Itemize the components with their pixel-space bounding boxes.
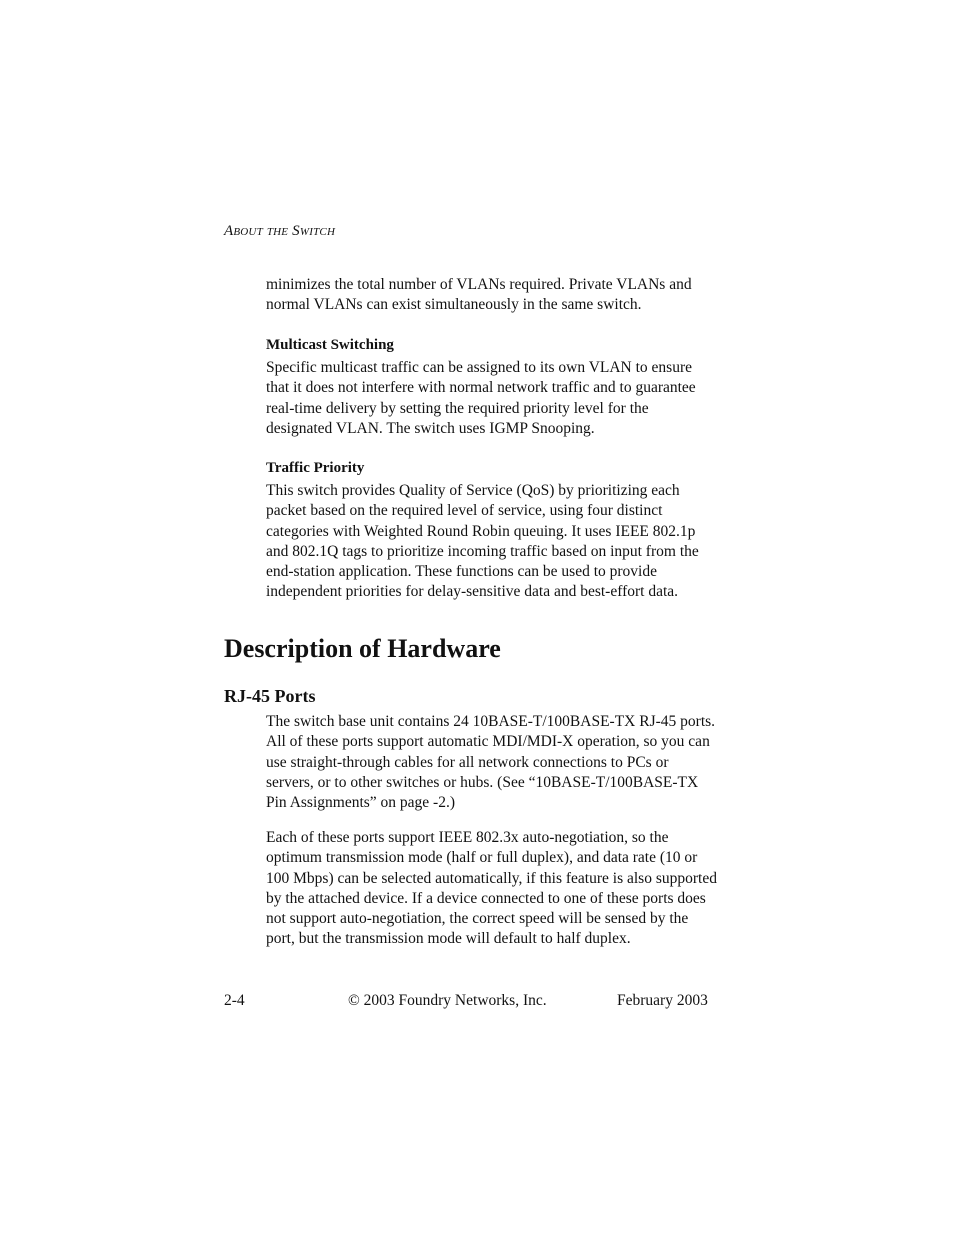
multicast-paragraph-block bbox=[266, 358, 718, 439]
footer-copyright: © 2003 Foundry Networks, Inc. bbox=[348, 992, 547, 1009]
intro-paragraph: minimizes the total number of VLANs required. Private VLANs and normal VLANs can exist simultaneously in the same switch. bbox=[266, 276, 692, 314]
intro-paragraph-block bbox=[266, 275, 718, 316]
rj45-paragraph-1: The switch base unit contains 24 10BASE-T/100BASE-TX RJ-45 ports. All of these ports support automatic MDI/MDI-X operation, so you can use straight-through cables for all network connections to PCs or servers, or to other switches or hubs. (See “10BASE-T/100BASE-TX Pin Assignments” on page -2.) bbox=[266, 713, 716, 812]
running-head: About the Switch bbox=[224, 223, 336, 239]
footer-page-number: 2-4 bbox=[224, 992, 245, 1009]
subsection-title-rj45: RJ-45 Ports bbox=[224, 686, 316, 706]
rj45-paragraph-2-block bbox=[266, 828, 718, 950]
multicast-paragraph: Specific multicast traffic can be assigned to its own VLAN to ensure that it does not interfere with normal network traffic and to guarantee real-time delivery by setting the required priority level for the designated VLAN. The switch uses IGMP Snooping. bbox=[266, 359, 696, 437]
section-title-hardware: Description of Hardware bbox=[224, 634, 501, 663]
rj45-paragraph-1-block bbox=[266, 712, 718, 813]
rj45-paragraph-2: Each of these ports support IEEE 802.3x auto-negotiation, so the optimum transmission mode (half or full duplex), and data rate (10 or 100 Mbps) can be selected automatically, if this feature is also supported by the attached device. If a device connected to one of these ports does not support auto-negotiation, the correct speed will be sensed by the port, but the transmission mode will default to half duplex. bbox=[266, 829, 717, 948]
footer-date: February 2003 bbox=[617, 992, 708, 1009]
multicast-heading: Multicast Switching bbox=[266, 337, 394, 353]
traffic-priority-paragraph-block bbox=[266, 481, 718, 603]
traffic-priority-paragraph: This switch provides Quality of Service (QoS) by prioritizing each packet based on the required level of service, using four distinct categories with Weighted Round Robin queuing. It uses IEEE 802.1p and 802.1Q tags to prioritize incoming traffic based on input from the end-station application. These functions can be used to provide independent priorities for delay-sensitive data and best-effort data. bbox=[266, 482, 699, 601]
traffic-priority-heading: Traffic Priority bbox=[266, 460, 365, 476]
